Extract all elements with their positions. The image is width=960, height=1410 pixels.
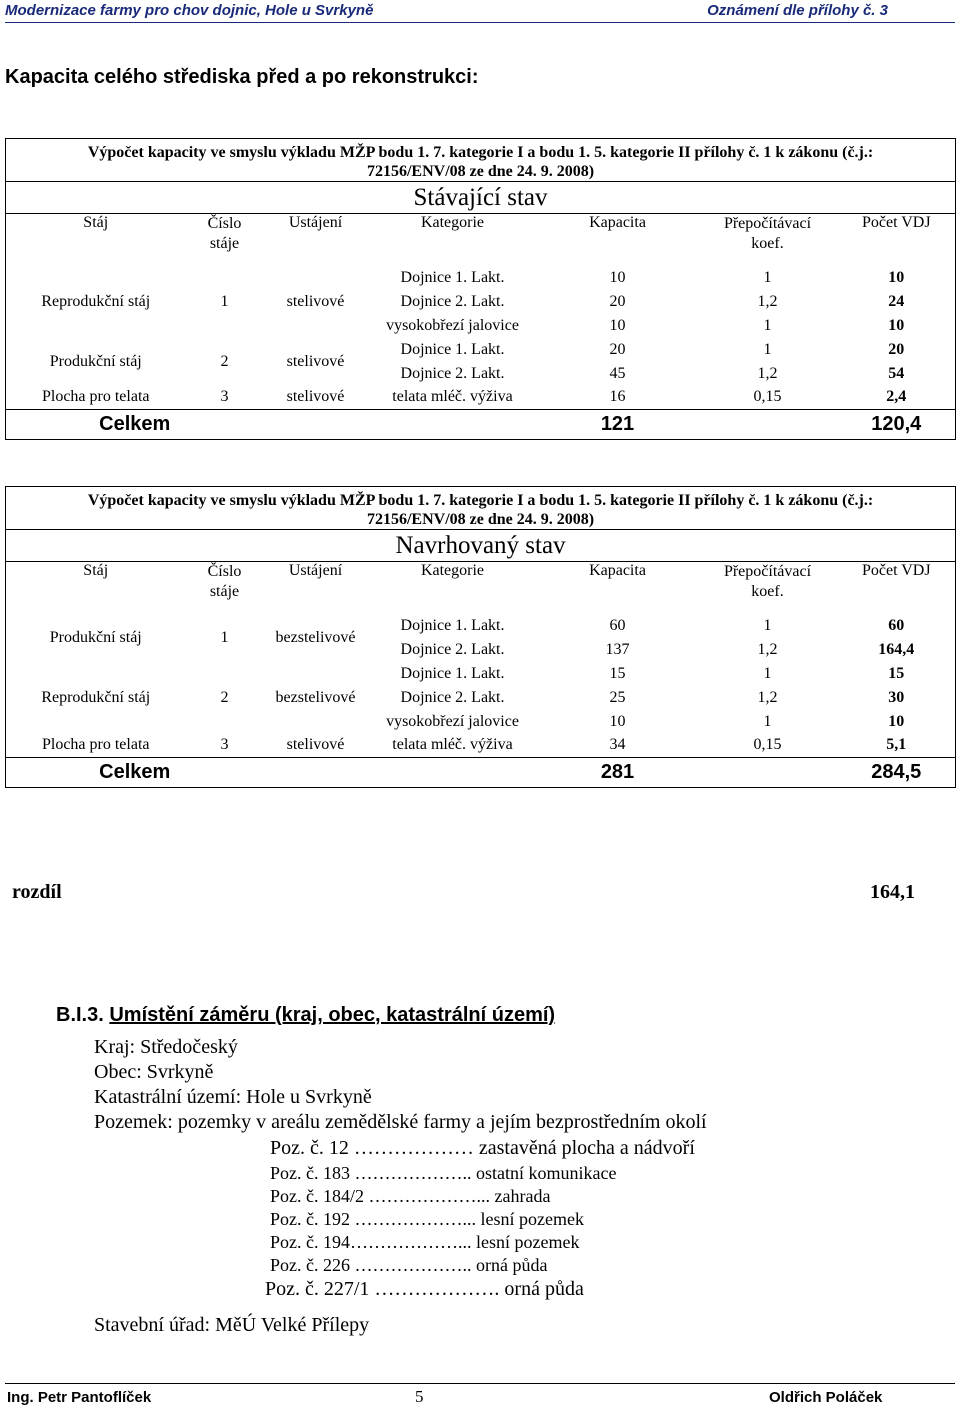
vdj-cell: 5,1	[838, 734, 956, 758]
total-kapacita: 281	[538, 758, 698, 788]
kraj-line: Kraj: Středočeský	[94, 1036, 238, 1058]
header-rule	[5, 22, 955, 23]
kapacita-cell: 34	[609, 736, 626, 754]
total-row	[6, 410, 956, 440]
total-row	[6, 758, 956, 788]
staj-cell: Plocha pro telata	[6, 386, 186, 410]
col-cislo: Číslo stáje	[207, 215, 242, 252]
kategorie-cell: Dojnice 1. Lakt.	[400, 664, 505, 682]
staj-cell: Plocha pro telata	[6, 734, 186, 758]
section-title: Umístění záměru (kraj, obec, katastrální území)	[109, 1004, 556, 1026]
kategorie-cell: Dojnice 2. Lakt.	[400, 640, 505, 658]
parcel-item: Poz. č. 12 ……………… zastavěná plocha a nádvoří	[270, 1137, 695, 1159]
section-number: B.I.3.	[56, 1004, 104, 1026]
koef-cell: 0,15	[753, 736, 782, 754]
kapacita-cell: 20	[609, 340, 626, 358]
katastr-line: Katastrální území: Hole u Svrkyně	[94, 1086, 372, 1108]
table-row	[6, 338, 956, 362]
state-title: Stávající stav	[6, 182, 956, 214]
koef-cell: 1,2	[757, 688, 778, 706]
footer-rule	[5, 1383, 955, 1384]
total-label: Celkem	[6, 758, 264, 788]
location-heading	[56, 1004, 555, 1027]
difference-value: 164,1	[870, 881, 915, 903]
kapacita-cell: 10	[609, 316, 626, 334]
vdj-cell: 10	[838, 266, 956, 290]
koef-cell: 1	[763, 316, 772, 334]
vdj-cell: 60	[838, 614, 956, 638]
koef-cell: 1	[763, 340, 772, 358]
kategorie-cell: Dojnice 1. Lakt.	[400, 340, 505, 358]
koef-cell: 1	[763, 664, 772, 682]
total-label: Celkem	[6, 410, 264, 440]
parcel-item: Poz. č. 194………………... lesní pozemek	[270, 1232, 580, 1252]
col-kapacita: Kapacita	[589, 214, 646, 231]
calc-note: Výpočet kapacity ve smyslu výkladu MŽP bodu 1. 7. kategorie I a bodu 1. 5. kategorie II přílohy č. 1 k zákonu (č.j.: 72156/ENV/08 ze dne 24. 9. 2008)	[6, 487, 956, 530]
state-title: Navrhovaný stav	[6, 530, 956, 562]
table-row	[6, 734, 956, 758]
capacity-table-existing	[5, 138, 956, 440]
kategorie-cell: vysokobřezí jalovice	[386, 316, 519, 334]
table-row	[6, 662, 956, 686]
koef-cell: 0,15	[753, 388, 782, 406]
vdj-cell: 10	[838, 314, 956, 338]
col-ustajeni: Ustájení	[288, 214, 343, 231]
calc-note: Výpočet kapacity ve smyslu výkladu MŽP bodu 1. 7. kategorie I a bodu 1. 5. kategorie II přílohy č. 1 k zákonu (č.j.: 72156/ENV/08 ze dne 24. 9. 2008)	[6, 139, 956, 182]
table-row	[6, 614, 956, 638]
staj-cell: Reprodukční stáj	[6, 662, 186, 734]
col-kapacita: Kapacita	[589, 562, 646, 579]
ustajeni-cell: bezstelivové	[275, 688, 356, 706]
staj-cell: Produkční stáj	[6, 338, 186, 386]
section-title: Kapacita celého střediska před a po rekonstrukci:	[5, 66, 479, 88]
koef-cell: 1,2	[757, 292, 778, 310]
col-kategorie: Kategorie	[420, 562, 485, 579]
col-kategorie: Kategorie	[420, 214, 485, 231]
col-staj: Stáj	[6, 214, 186, 266]
vdj-cell: 15	[838, 662, 956, 686]
obec-line: Obec: Svrkyně	[94, 1061, 214, 1083]
vdj-cell: 20	[838, 338, 956, 362]
koef-cell: 1	[763, 712, 772, 730]
col-vdj: Počet VDJ	[838, 562, 956, 614]
table-row	[6, 386, 956, 410]
total-vdj: 284,5	[838, 758, 956, 788]
kapacita-cell: 25	[609, 688, 626, 706]
page-number: 5	[415, 1387, 424, 1406]
cislo-cell: 1	[220, 292, 229, 310]
ustajeni-cell: stelivové	[286, 388, 345, 406]
staj-cell: Produkční stáj	[6, 614, 186, 662]
pozemek-line: Pozemek: pozemky v areálu zemědělské farmy a jejím bezprostředním okolí	[94, 1111, 707, 1133]
ustajeni-cell: bezstelivové	[275, 628, 356, 646]
kategorie-cell: Dojnice 1. Lakt.	[400, 268, 505, 286]
vdj-cell: 10	[838, 710, 956, 734]
kategorie-cell: Dojnice 1. Lakt.	[400, 616, 505, 634]
total-kapacita: 121	[538, 410, 698, 440]
vdj-cell: 54	[838, 362, 956, 386]
cislo-cell: 3	[220, 736, 229, 754]
koef-cell: 1,2	[757, 364, 778, 382]
cislo-cell: 2	[220, 688, 229, 706]
col-vdj: Počet VDJ	[838, 214, 956, 266]
col-prepocet: Přepočítávací koef.	[723, 215, 812, 252]
footer-coauthor: Oldřich Poláček	[769, 1389, 883, 1406]
difference-label: rozdíl	[12, 881, 62, 903]
vdj-cell: 2,4	[838, 386, 956, 410]
kapacita-cell: 137	[605, 640, 630, 658]
parcel-item: Poz. č. 227/1 ………………. orná půda	[265, 1278, 584, 1300]
ustajeni-cell: stelivové	[286, 352, 345, 370]
col-cislo: Číslo stáje	[207, 563, 242, 600]
header-annex: Oznámení dle přílohy č. 3	[707, 2, 888, 19]
kapacita-cell: 16	[609, 388, 626, 406]
cislo-cell: 3	[220, 388, 229, 406]
col-prepocet: Přepočítávací koef.	[723, 563, 812, 600]
capacity-table-proposed	[5, 486, 956, 788]
koef-cell: 1	[763, 268, 772, 286]
kapacita-cell: 20	[609, 292, 626, 310]
staj-cell: Reprodukční stáj	[6, 266, 186, 338]
koef-cell: 1	[763, 616, 772, 634]
parcel-item: Poz. č. 183 ……………….. ostatní komunikace	[270, 1163, 617, 1183]
kapacita-cell: 10	[609, 268, 626, 286]
building-office-line: Stavební úřad: MěÚ Velké Přílepy	[94, 1314, 370, 1336]
cislo-cell: 2	[220, 352, 229, 370]
parcel-item: Poz. č. 226 ……………….. orná půda	[270, 1255, 548, 1275]
ustajeni-cell: stelivové	[286, 736, 345, 754]
kapacita-cell: 45	[609, 364, 626, 382]
vdj-cell: 24	[838, 290, 956, 314]
footer-author: Ing. Petr Pantoflíček	[7, 1389, 152, 1406]
kapacita-cell: 15	[609, 664, 626, 682]
header-title: Modernizace farmy pro chov dojnic, Hole u Svrkyně	[5, 2, 374, 19]
parcel-item: Poz. č. 184/2 ………………... zahrada	[270, 1186, 551, 1206]
vdj-cell: 164,4	[838, 638, 956, 662]
total-vdj: 120,4	[838, 410, 956, 440]
col-staj: Stáj	[6, 562, 186, 614]
parcel-item: Poz. č. 192 ………………... lesní pozemek	[270, 1209, 584, 1229]
vdj-cell: 30	[838, 686, 956, 710]
kategorie-cell: Dojnice 2. Lakt.	[400, 688, 505, 706]
kategorie-cell: Dojnice 2. Lakt.	[400, 292, 505, 310]
kapacita-cell: 60	[609, 616, 626, 634]
cislo-cell: 1	[220, 628, 229, 646]
ustajeni-cell: stelivové	[286, 292, 345, 310]
kategorie-cell: vysokobřezí jalovice	[386, 712, 519, 730]
table-row	[6, 266, 956, 290]
col-ustajeni: Ustájení	[288, 562, 343, 579]
kapacita-cell: 10	[609, 712, 626, 730]
kategorie-cell: telata mléč. výživa	[392, 388, 513, 406]
kategorie-cell: Dojnice 2. Lakt.	[400, 364, 505, 382]
kategorie-cell: telata mléč. výživa	[392, 736, 513, 754]
koef-cell: 1,2	[757, 640, 778, 658]
